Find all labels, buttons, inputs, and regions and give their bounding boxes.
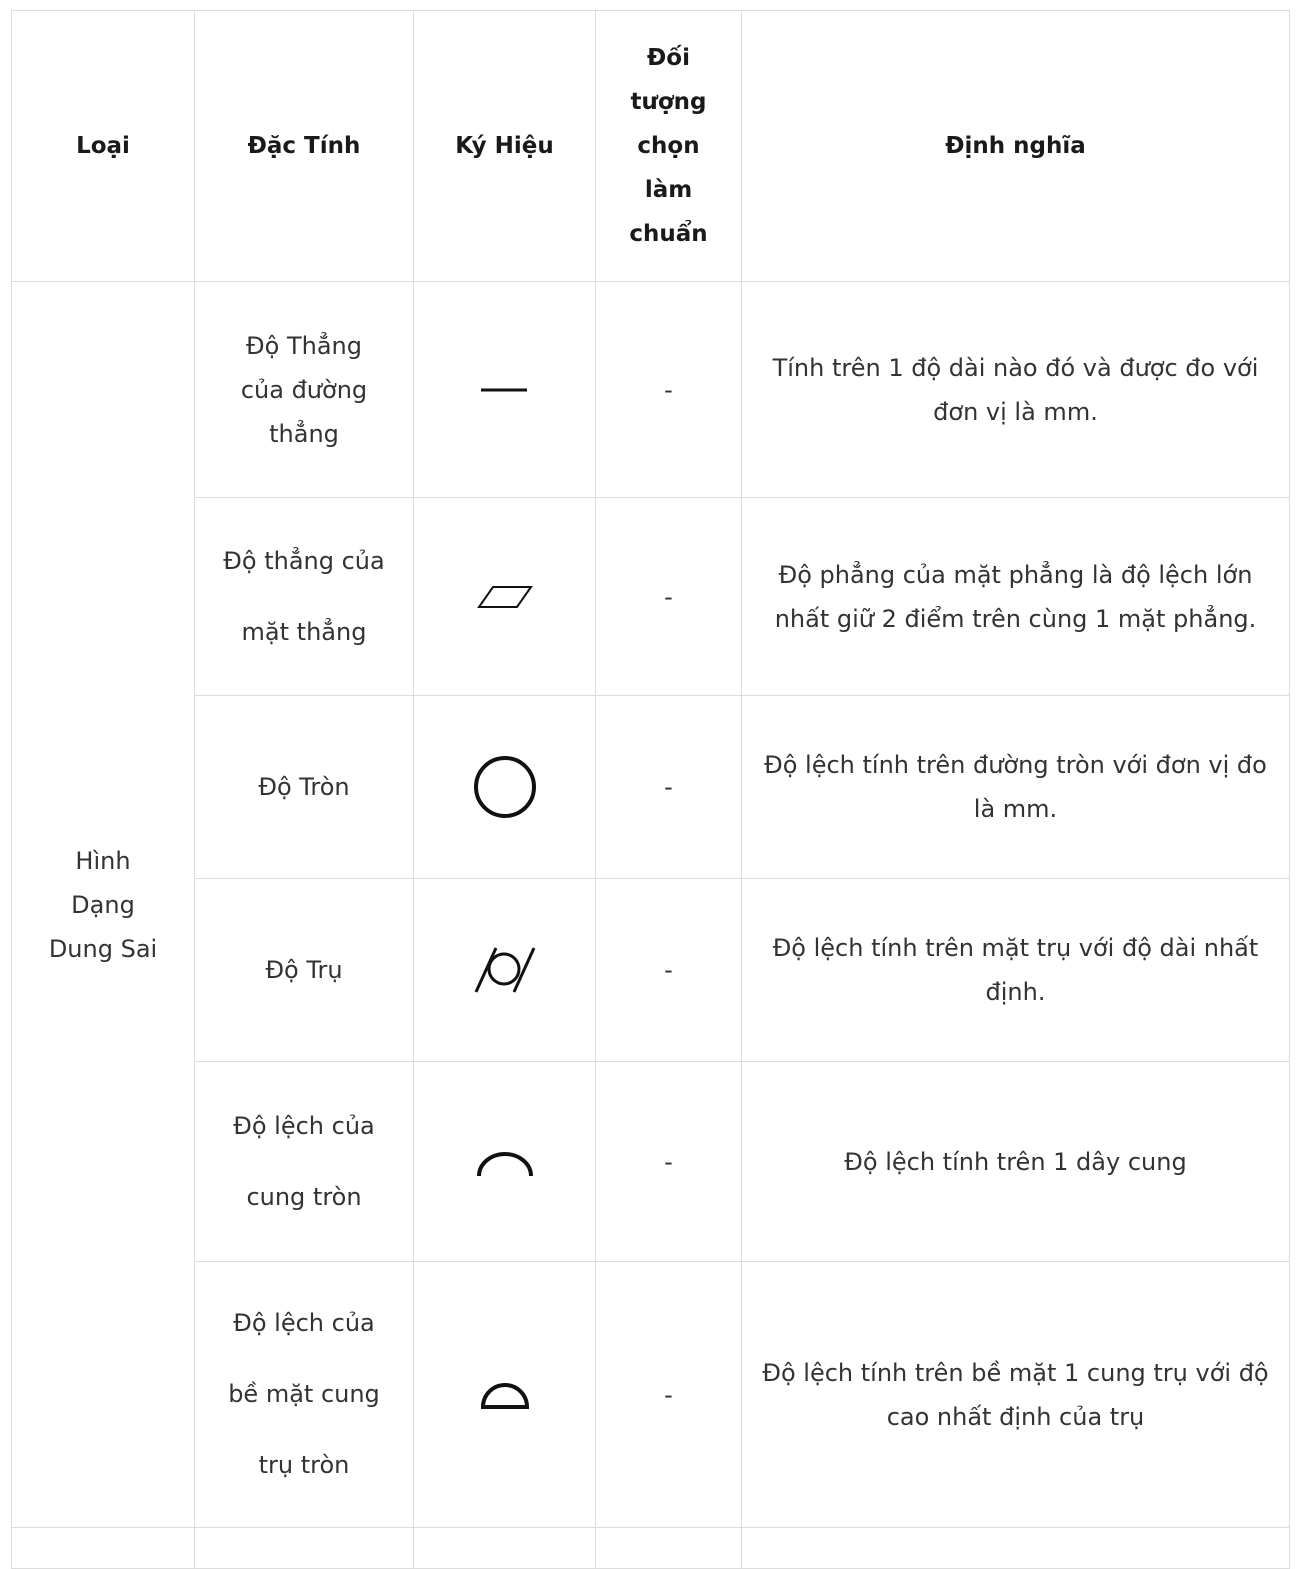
characteristic-label: Độ Thẳng của đường thẳng (240, 331, 368, 448)
symbol-cell (414, 498, 596, 696)
empty-cell (596, 1528, 742, 1569)
table-row-continued (12, 1528, 1290, 1569)
characteristic-cell (195, 1062, 414, 1262)
datum-cell: - (596, 282, 742, 498)
header-datum-label: Đối tượng chọn làm chuẩn (629, 45, 708, 247)
surface-profile-icon (475, 1377, 535, 1413)
definition-cell: Độ phẳng của mặt phẳng là độ lệch lớn nhất giữ 2 điểm trên cùng 1 mặt phẳng. (742, 498, 1290, 696)
table-row (12, 282, 1290, 498)
symbol-cell (414, 282, 596, 498)
table-row (12, 1062, 1290, 1262)
cylindricity-icon (470, 942, 540, 998)
table-row (12, 1262, 1290, 1528)
definition-cell: Tính trên 1 độ dài nào đó và được đo với đơn vị là mm. (742, 282, 1290, 498)
datum-cell: - (596, 696, 742, 879)
characteristic-cell (195, 1262, 414, 1528)
table-row (12, 498, 1290, 696)
empty-cell (414, 1528, 596, 1569)
characteristic-label: Độ thẳng của mặt thẳng (223, 546, 385, 646)
definition-cell: Độ lệch tính trên bề mặt 1 cung trụ với độ cao nhất định của trụ (742, 1262, 1290, 1528)
symbol-cell (414, 879, 596, 1062)
symbol-cell (414, 1262, 596, 1528)
header-type: Loại (12, 11, 195, 282)
symbol-cell (414, 696, 596, 879)
definition-cell: Độ lệch tính trên mặt trụ với độ dài nhất định. (742, 879, 1290, 1062)
characteristic-cell (195, 282, 414, 498)
datum-cell: - (596, 879, 742, 1062)
characteristic-cell: Độ Tròn (195, 696, 414, 879)
header-datum (596, 11, 742, 282)
circularity-icon (470, 752, 540, 822)
datum-cell: - (596, 1262, 742, 1528)
flatness-icon (475, 582, 535, 612)
header-symbol: Ký Hiệu (414, 11, 596, 282)
datum-cell: - (596, 1062, 742, 1262)
empty-cell (742, 1528, 1290, 1569)
definition-cell: Độ lệch tính trên đường tròn với đơn vị đo là mm. (742, 696, 1290, 879)
definition-cell: Độ lệch tính trên 1 dây cung (742, 1062, 1290, 1262)
characteristic-label: Độ lệch của cung tròn (233, 1111, 375, 1211)
header-characteristic: Đặc Tính (195, 11, 414, 282)
group-label-cell (12, 282, 195, 1528)
header-definition: Định nghĩa (742, 11, 1290, 282)
header-row (12, 11, 1290, 282)
group-label: Hình Dạng Dung Sai (48, 846, 158, 963)
empty-cell (195, 1528, 414, 1569)
empty-cell (12, 1528, 195, 1569)
characteristic-label: Độ lệch của bề mặt cung trụ tròn (228, 1309, 380, 1479)
datum-cell: - (596, 498, 742, 696)
table-row (12, 879, 1290, 1062)
characteristic-cell (195, 498, 414, 696)
characteristic-cell: Độ Trụ (195, 879, 414, 1062)
symbol-cell (414, 1062, 596, 1262)
tolerance-table (11, 10, 1290, 1569)
table-row (12, 696, 1290, 879)
line-profile-icon (473, 1142, 537, 1182)
straightness-icon (475, 380, 535, 400)
